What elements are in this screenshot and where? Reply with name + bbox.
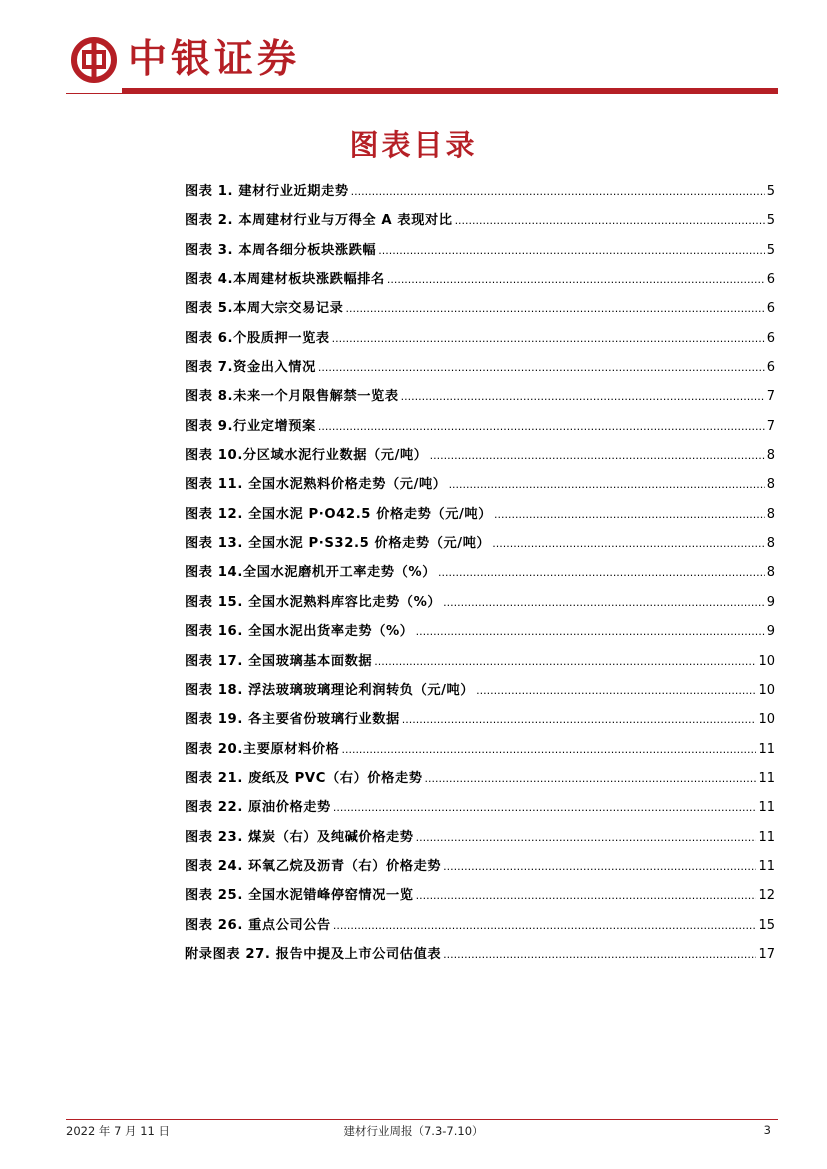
toc-dot-leader: [455, 206, 765, 235]
toc-entry-label: 图表 22. 原油价格走势: [185, 800, 331, 816]
toc-entry-page: 5: [766, 213, 775, 229]
toc-entry[interactable]: [185, 324, 775, 353]
toc-entry-label: 图表 4.本周建材板块涨跌幅排名: [185, 272, 385, 288]
header-divider-thick: [122, 88, 778, 94]
toc-entry[interactable]: [185, 617, 775, 646]
toc-entry[interactable]: [185, 441, 775, 470]
toc-entry[interactable]: [185, 206, 775, 235]
toc-dot-leader: [318, 412, 765, 441]
toc-entry[interactable]: [185, 940, 775, 969]
toc-entry[interactable]: [185, 881, 775, 910]
toc-entry-label: 图表 8.未来一个月限售解禁一览表: [185, 389, 399, 405]
toc-entry-page: 11: [758, 770, 775, 786]
toc-entry-page: 10: [758, 712, 775, 728]
toc-entry[interactable]: [185, 529, 775, 558]
footer-page-number: 3: [763, 1123, 771, 1137]
toc-entry-label: 图表 25. 全国水泥错峰停窑情况一览: [185, 888, 414, 904]
toc-entry[interactable]: [185, 412, 775, 441]
toc-dot-leader: [374, 647, 756, 676]
toc-entry[interactable]: [185, 764, 775, 793]
toc-title: 图表目录: [349, 128, 478, 162]
toc-entry-page: 8: [766, 536, 775, 552]
toc-entry-page: 11: [758, 858, 775, 874]
toc-entry-page: 7: [766, 418, 775, 434]
toc-dot-leader: [438, 558, 765, 587]
toc-entry[interactable]: [185, 236, 775, 265]
toc-dot-leader: [333, 911, 757, 940]
toc-dot-leader: [443, 940, 756, 969]
toc-dot-leader: [387, 265, 765, 294]
toc-dot-leader: [402, 705, 757, 734]
footer-report-title: 建材行业周报（7.3-7.10）: [343, 1124, 484, 1138]
toc-dot-leader: [416, 617, 765, 646]
toc-entry-page: 6: [766, 301, 775, 317]
toc-dot-leader: [430, 441, 765, 470]
toc-entry-label: 图表 5.本周大宗交易记录: [185, 301, 344, 317]
toc-entry-page: 15: [758, 917, 775, 933]
toc-entry-label: 图表 23. 煤炭（右）及纯碱价格走势: [185, 829, 414, 845]
toc-entry[interactable]: [185, 470, 775, 499]
toc-entry-page: 9: [766, 594, 775, 610]
toc-entry[interactable]: [185, 500, 775, 529]
footer-divider: [66, 1119, 778, 1120]
toc-dot-leader: [333, 793, 757, 822]
toc-entry-page: 8: [766, 448, 775, 464]
toc-entry-page: 8: [766, 506, 775, 522]
toc-dot-leader: [416, 823, 757, 852]
page-header: [0, 0, 827, 100]
bank-of-china-logo-icon: [70, 36, 118, 84]
toc-entry-page: 7: [766, 389, 775, 405]
toc-entry-label: 图表 11. 全国水泥熟料价格走势（元/吨）: [185, 477, 447, 493]
toc-entry-label: 图表 1. 建材行业近期走势: [185, 184, 349, 199]
toc-entry[interactable]: [185, 558, 775, 587]
toc-entry-label: 图表 17. 全国玻璃基本面数据: [185, 653, 373, 669]
toc-entry-page: 11: [758, 829, 775, 845]
toc-entry-page: 5: [766, 184, 775, 199]
footer-date: 2022 年 7 月 11 日: [66, 1124, 170, 1138]
toc-entry[interactable]: [185, 852, 775, 881]
toc-entry-page: 11: [758, 741, 775, 757]
toc-entry[interactable]: [185, 705, 775, 734]
toc-entry[interactable]: [185, 265, 775, 294]
toc-dot-leader: [318, 353, 765, 382]
toc-entry-label: 图表 3. 本周各细分板块涨跌幅: [185, 242, 377, 258]
toc-entry-label: 图表 10.分区域水泥行业数据（元/吨）: [185, 448, 428, 464]
toc-dot-leader: [443, 852, 756, 881]
toc-entry[interactable]: [185, 735, 775, 764]
toc-dot-leader: [449, 470, 765, 499]
toc-entry[interactable]: [185, 177, 775, 206]
toc-entry-page: 5: [766, 242, 775, 258]
toc-entry-page: 9: [766, 624, 775, 640]
toc-entry-label: 附录图表 27. 报告中提及上市公司估值表: [185, 946, 442, 962]
toc-entry[interactable]: [185, 793, 775, 822]
toc-entry-page: 11: [758, 800, 775, 816]
toc-entry[interactable]: [185, 911, 775, 940]
toc-entry-page: 10: [758, 682, 775, 698]
toc-dot-leader: [416, 881, 757, 910]
toc-entry-label: 图表 26. 重点公司公告: [185, 917, 331, 933]
toc-entry[interactable]: [185, 353, 775, 382]
toc-entry-label: 图表 12. 全国水泥 P·O42.5 价格走势（元/吨）: [185, 506, 492, 522]
toc-entry-page: 12: [758, 888, 775, 904]
toc-entry[interactable]: [185, 588, 775, 617]
toc-entry-page: 10: [758, 653, 775, 669]
toc-entry-page: 17: [758, 946, 775, 962]
toc-entry-label: 图表 15. 全国水泥熟料库容比走势（%）: [185, 594, 442, 610]
toc-dot-leader: [492, 529, 764, 558]
toc-entry-label: 图表 20.主要原材料价格: [185, 741, 340, 757]
toc-dot-leader: [351, 177, 765, 206]
toc-entry-page: 6: [766, 272, 775, 288]
toc-entry-label: 图表 16. 全国水泥出货率走势（%）: [185, 624, 414, 640]
toc-entry-page: 8: [766, 477, 775, 493]
brand-name: 中银证券: [128, 36, 301, 82]
toc-entry[interactable]: [185, 823, 775, 852]
toc-dot-leader: [476, 676, 756, 705]
toc-dot-leader: [494, 500, 765, 529]
toc-entry-page: 6: [766, 330, 775, 346]
toc-entry-label: 图表 2. 本周建材行业与万得全 A 表现对比: [185, 213, 453, 229]
toc-entry-label: 图表 19. 各主要省份玻璃行业数据: [185, 712, 400, 728]
toc-dot-leader: [425, 764, 757, 793]
toc-entry-page: 8: [766, 565, 775, 581]
toc-dot-leader: [401, 382, 765, 411]
toc-entry-label: 图表 9.行业定增预案: [185, 418, 316, 434]
toc-entry-label: 图表 7.资金出入情况: [185, 360, 316, 376]
toc-dot-leader: [341, 735, 756, 764]
toc-entry-page: 6: [766, 360, 775, 376]
toc-entry[interactable]: [185, 294, 775, 323]
toc-entry-label: 图表 24. 环氧乙烷及沥青（右）价格走势: [185, 858, 442, 874]
toc-entry[interactable]: [185, 382, 775, 411]
toc-entry[interactable]: [185, 647, 775, 676]
toc-dot-leader: [443, 588, 765, 617]
toc-dot-leader: [378, 236, 765, 265]
toc-dot-leader: [345, 294, 764, 323]
toc-entry-label: 图表 13. 全国水泥 P·S32.5 价格走势（元/吨）: [185, 536, 491, 552]
toc-dot-leader: [332, 324, 765, 353]
toc-entry-label: 图表 14.全国水泥磨机开工率走势（%）: [185, 565, 436, 581]
toc-entry-label: 图表 6.个股质押一览表: [185, 330, 330, 346]
toc-entry-label: 图表 21. 废纸及 PVC（右）价格走势: [185, 770, 423, 786]
toc-list: [185, 177, 775, 969]
toc-entry-label: 图表 18. 浮法玻璃玻璃理论利润转负（元/吨）: [185, 682, 475, 698]
toc-entry[interactable]: [185, 676, 775, 705]
